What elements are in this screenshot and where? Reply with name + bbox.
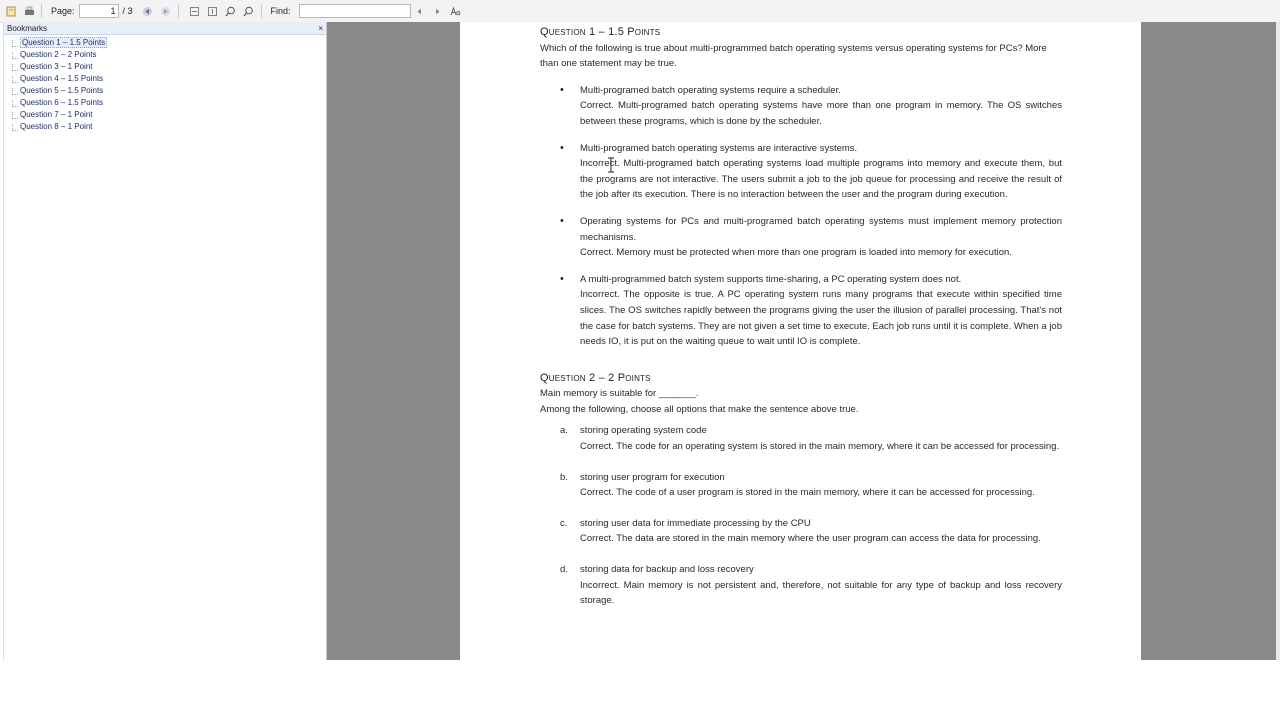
question-2-text: Main memory is suitable for _______. [540,388,699,400]
bookmark-label: Question 3 – 1 Point [20,62,93,71]
bookmarks-panel [3,22,327,660]
option-marker: b. [560,471,568,483]
bookmark-question-5[interactable] [4,85,326,97]
bookmarks-list [4,35,326,133]
option-answer: Incorrect. Main memory is not persistent and, therefore, not suitable for any type of backup and loss recovery storage. [580,579,1062,607]
bookmarks-header [4,22,326,35]
open-file-icon[interactable] [4,4,18,18]
zoom-out-icon[interactable] [242,4,256,18]
question-2-instruction: Among the following, choose all options that make the sentence above true. [540,403,859,415]
option-item [540,516,1062,547]
toolbar-separator [178,4,179,18]
option-statement: • A multi-programmed batch system supports time-sharing, a PC operating system does not. [580,273,962,285]
option-statement: • Multi-programed batch operating systems require a scheduler. [580,84,841,96]
find-input[interactable] [299,4,411,18]
option-item [540,562,1062,609]
fit-width-icon[interactable] [206,4,220,18]
option-item [540,470,1062,501]
option-item [540,141,1062,203]
option-statement: storing user program for execution [580,471,725,483]
bookmark-question-1[interactable] [4,37,326,49]
next-page-icon[interactable] [159,4,173,18]
fit-page-icon[interactable] [188,4,202,18]
bookmark-label: Question 4 – 1.5 Points [20,74,104,83]
page-total: / 3 [122,6,133,16]
option-statement: storing operating system code [580,425,707,437]
bookmark-label: Question 8 – 1 Point [20,122,93,131]
option-answer: Incorrect. The opposite is true. A PC operating system runs many programs that execute within specified time slices. The OS switches rapidly between the programs giving the user the illusion of parallel processing. That's not the case for batch systems. They are not given a set time to execute. Each job runs until it is complete. When a job needs IO, it is put on the waiting queue to wait until IO is complete. [580,289,1062,348]
bookmark-label: Question 7 – 1 Point [20,110,93,119]
option-answer: Correct. The code for an operating system is stored in the main memory, where it can be accessed for processing. [580,441,1060,453]
document-viewer[interactable] [327,22,1276,660]
option-answer: Correct. Multi-programed batch operating systems have more than one program in memory. The OS switches between these programs, which is done by the scheduler. [580,100,1062,127]
question-2-title: Question 2 – 2 Points [540,371,651,384]
bookmark-question-2[interactable] [4,49,326,61]
option-marker: a. [560,425,568,437]
match-case-icon[interactable] [449,4,463,18]
question-1-title: Question 1 – 1.5 Points [540,26,661,38]
previous-page-icon[interactable] [141,4,155,18]
option-item [540,423,1062,454]
option-marker: d. [560,564,568,576]
option-item [540,272,1062,350]
option-answer: Correct. Memory must be protected when more than one program is loaded into memory for execution. [580,247,1012,259]
option-item [540,214,1062,261]
option-marker: c. [560,517,568,529]
zoom-in-icon[interactable] [224,4,238,18]
bookmark-label: Question 1 – 1.5 Points [22,38,106,47]
option-statement: storing data for backup and loss recovery [580,564,754,576]
text-cursor-icon [607,157,615,173]
bookmark-question-7[interactable] [4,109,326,121]
option-statement: storing user data for immediate processing by the CPU [580,517,811,529]
toolbar-separator [261,4,262,18]
option-answer: Correct. The data are stored in the main memory where the user program can access the data for processing. [580,533,1041,545]
option-statement: • Operating systems for PCs and multi-programed batch operating systems must implement memory protection mechanisms. [580,215,1062,243]
option-statement: • Multi-programed batch operating systems are interactive systems. [580,142,858,154]
option-item [540,83,1062,130]
question-1-text: Which of the following is true about multi-programmed batch operating systems versus operating systems for PCs? More than one statement may be true. [540,42,1047,70]
option-answer: Correct. The code of a user program is stored in the main memory, where it can be accessed for processing. [580,487,1035,499]
find-label: Find: [270,6,291,16]
bookmark-label: Question 5 – 1.5 Points [20,86,104,95]
window-bottom-area [0,661,1280,720]
find-previous-icon[interactable] [413,4,427,18]
toolbar [0,0,1280,23]
page-number-input[interactable]: 1 [79,4,119,18]
print-icon[interactable] [22,4,36,18]
bookmark-label: Question 6 – 1.5 Points [20,98,104,107]
page-label: Page: [51,6,75,16]
bookmark-question-4[interactable] [4,73,326,85]
bookmarks-title: Bookmarks [7,23,48,33]
bookmark-question-6[interactable] [4,97,326,109]
bookmark-question-3[interactable] [4,61,326,73]
pdf-page [460,22,1141,660]
find-next-icon[interactable] [431,4,445,18]
question-2-options [540,423,1062,608]
close-icon[interactable]: × [318,23,323,33]
vertical-scrollbar[interactable] [1276,22,1280,660]
question-1-options [540,83,1062,350]
toolbar-separator [41,4,42,18]
bookmark-question-8[interactable] [4,121,326,133]
bookmark-label: Question 2 – 2 Points [20,50,97,59]
page-content [540,22,1062,624]
option-answer: Incorrect. Multi-programed batch operating systems load multiple programs into memory and execute them, but the programs are not interactive. The users submit a job to the job queue for processing and receive the result of the job after its execution. There is no interaction between the user and the program during execution. [580,158,1062,201]
